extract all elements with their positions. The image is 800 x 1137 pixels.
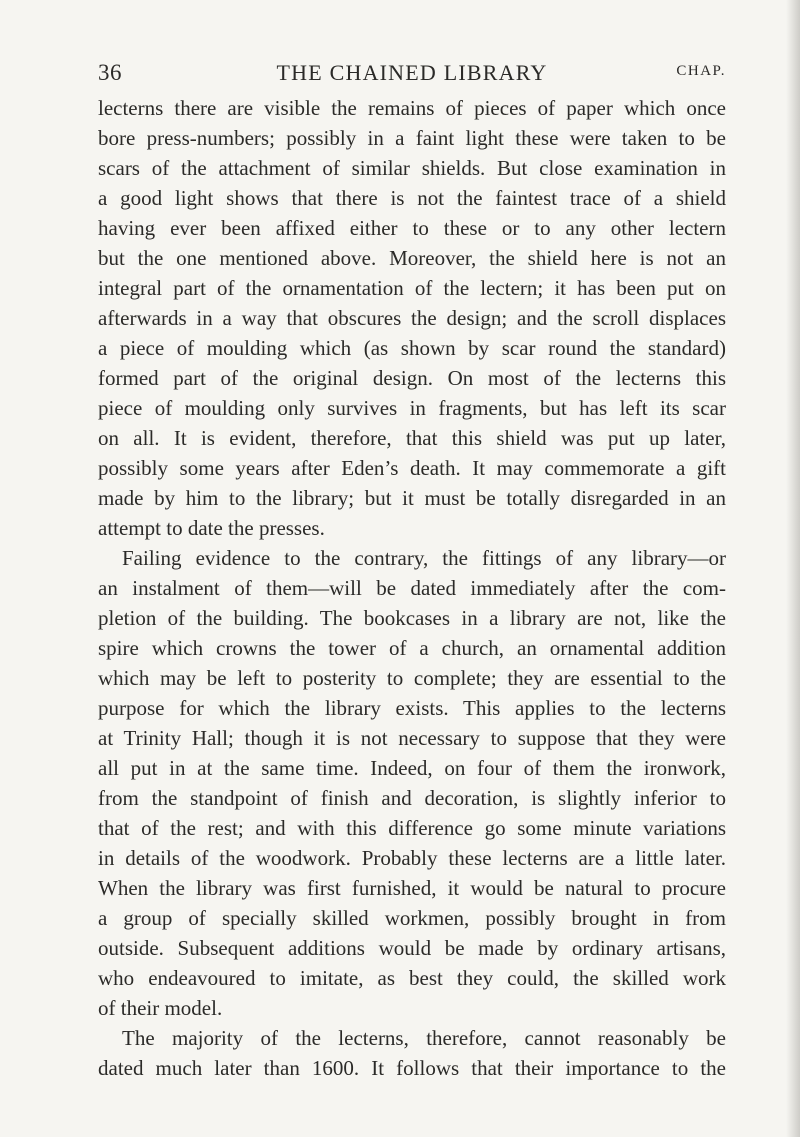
text-line: at Trinity Hall; though it is not necessary to suppose that they were xyxy=(98,726,726,750)
text-line: made by him to the library; but it must be totally disregarded in an xyxy=(98,486,726,510)
text-line: spire which crowns the tower of a church, an ornamental addition xyxy=(98,636,726,660)
text-line: scars of the attachment of similar shields. But close examination in xyxy=(98,156,726,180)
text-line: an instalment of them—will be dated immediately after the com- xyxy=(98,576,726,600)
text-line: The majority of the lecterns, therefore, cannot reasonably be xyxy=(122,1026,726,1050)
text-line: integral part of the ornamentation of the lectern; it has been put on xyxy=(98,276,726,300)
text-line: pletion of the building. The bookcases in a library are not, like the xyxy=(98,606,726,630)
page-number: 36 xyxy=(98,60,122,85)
text-line: afterwards in a way that obscures the design; and the scroll displaces xyxy=(98,306,726,330)
text-line: When the library was first furnished, it would be natural to procure xyxy=(98,876,726,900)
text-line: a piece of moulding which (as shown by scar round the standard) xyxy=(98,336,726,360)
text-line: bore press-numbers; possibly in a faint light these were taken to be xyxy=(98,126,726,150)
text-line: on all. It is evident, therefore, that this shield was put up later, xyxy=(98,426,726,450)
text-line: which may be left to posterity to complete; they are essential to the xyxy=(98,666,726,690)
text-line: all put in at the same time. Indeed, on four of them the ironwork, xyxy=(98,756,726,780)
body-text xyxy=(98,93,726,1083)
text-line: formed part of the original design. On most of the lecterns this xyxy=(98,366,726,390)
text-line: piece of moulding only survives in fragments, but has left its scar xyxy=(98,396,726,420)
text-line: outside. Subsequent additions would be made by ordinary artisans, xyxy=(98,936,726,960)
text-line: Failing evidence to the contrary, the fittings of any library—or xyxy=(122,546,726,570)
text-line: but the one mentioned above. Moreover, the shield here is not an xyxy=(98,246,726,270)
text-line: of their model. xyxy=(98,996,223,1020)
text-line: dated much later than 1600. It follows that their importance to the xyxy=(98,1056,726,1080)
chapter-label: CHAP. xyxy=(676,63,726,79)
page-edge-shadow xyxy=(786,0,800,1137)
text-line: who endeavoured to imitate, as best they could, the skilled work xyxy=(98,966,726,990)
text-line: purpose for which the library exists. This applies to the lecterns xyxy=(98,696,726,720)
text-line: from the standpoint of finish and decoration, is slightly inferior to xyxy=(98,786,726,810)
text-line: in details of the woodwork. Probably these lecterns are a little later. xyxy=(98,846,726,870)
text-line: having ever been affixed either to these or to any other lectern xyxy=(98,216,726,240)
running-header xyxy=(98,60,726,94)
text-line: a good light shows that there is not the faintest trace of a shield xyxy=(98,186,726,210)
text-line: that of the rest; and with this difference go some minute variations xyxy=(98,816,726,840)
text-line: possibly some years after Eden’s death. It may commemorate a gift xyxy=(98,456,726,480)
text-line: lecterns there are visible the remains of pieces of paper which once xyxy=(98,96,726,120)
text-line: a group of specially skilled workmen, possibly brought in from xyxy=(98,906,726,930)
text-line: attempt to date the presses. xyxy=(98,516,325,540)
running-title: THE CHAINED LIBRARY xyxy=(276,60,548,85)
